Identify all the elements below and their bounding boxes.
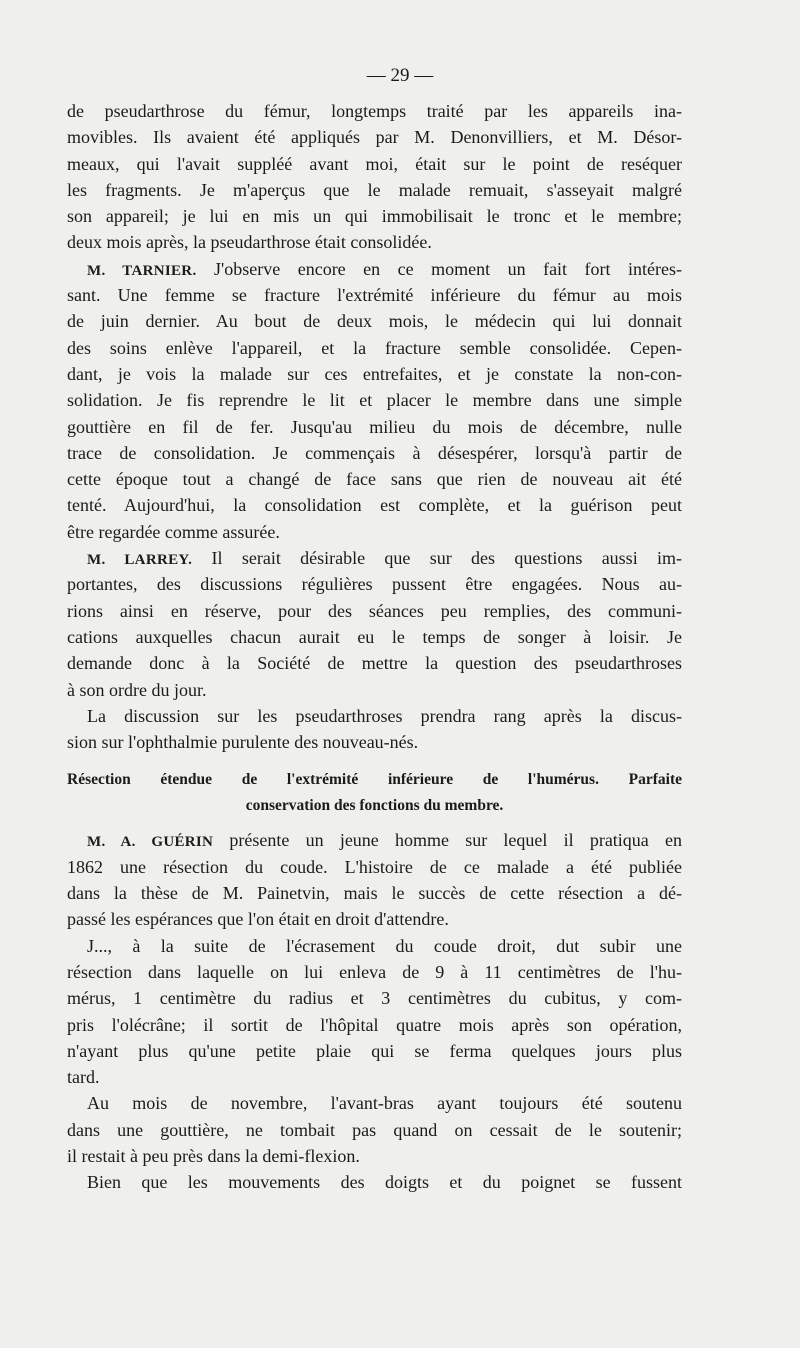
text-line: présente un jeune homme sur lequel il pratiqua en (229, 830, 682, 851)
text-line: rions ainsi en réserve, pour des séances peu remplies, des communi- (67, 600, 682, 621)
text-line: tenté. Aujourd'hui, la consolidation est complète, et la guérison peut (67, 495, 682, 516)
text-line: meaux, qui l'avait suppléé avant moi, était sur le point de reséquer (67, 153, 682, 174)
text-line: de pseudarthrose du fémur, longtemps traité par les appareils ina- (67, 101, 682, 121)
text-line: dans une gouttière, ne tombait pas quand on cessait de le soutenir; (67, 1119, 682, 1140)
text-line: deux mois après, la pseudarthrose était consolidée. (67, 232, 432, 253)
text-line: pris l'olécrâne; il sortit de l'hôpital quatre mois après son opération, (67, 1014, 682, 1035)
text-line: Bien que les mouvements des doigts et du poignet se fussent (87, 1172, 682, 1193)
text-line: passé les espérances que l'on était en droit d'attendre. (67, 909, 449, 930)
page-number: — 29 — (366, 65, 434, 86)
text-line: trace de consolidation. Je commençais à désespérer, lorsqu'à partir de (67, 442, 682, 463)
section-heading: Résection étendue de l'extrémité inférieure de l'humérus. Parfaite (67, 771, 682, 789)
speaker-name: M. LARREY. (87, 552, 193, 569)
text-line: cations auxquelles chacun aurait eu le temps de songer à loisir. Je (67, 626, 682, 647)
text-line: sion sur l'ophthalmie purulente des nouveau-nés. (67, 732, 419, 753)
text-line: dans la thèse de M. Painetvin, mais le succès de cette résection a dé- (67, 883, 682, 904)
text-line: à son ordre du jour. (67, 679, 207, 700)
text-line: movibles. Ils avaient été appliqués par M. Denonvilliers, et M. Désor- (67, 127, 682, 148)
text-line: Il serait désirable que sur des questions aussi im- (211, 548, 683, 569)
text-line: être regardée comme assurée. (67, 521, 280, 542)
text-line: des soins enlève l'appareil, et la fracture semble consolidée. Cepen- (67, 337, 682, 358)
text-line: son appareil; je lui en mis un qui immobilisait le tronc et le membre; (67, 206, 682, 227)
text-line: solidation. Je fis reprendre le lit et placer le membre dans une simple (67, 390, 682, 411)
paragraph-tarnier (67, 256, 682, 282)
section-heading-continued: conservation des fonctions du membre. (245, 797, 504, 815)
text-line: cette époque tout a changé de face sans que rien de nouveau ait été (67, 469, 682, 490)
text-line: les fragments. Je m'aperçus que le malade remuait, s'asseyait malgré (67, 179, 682, 200)
text-line: sant. Une femme se fracture l'extrémité inférieure du fémur au mois (67, 285, 682, 306)
paragraph-guerin (67, 827, 682, 853)
text-line: résection dans laquelle on lui enleva de 9 à 11 centimètres de l'hu- (67, 961, 682, 982)
text-line: gouttière en fil de fer. Jusqu'au milieu du mois de décembre, nulle (67, 416, 682, 437)
page-text (67, 98, 682, 1196)
text-line: n'ayant plus qu'une petite plaie qui se ferma quelques jours plus (67, 1040, 682, 1061)
text-line: J..., à la suite de l'écrasement du coude droit, dut subir une (87, 935, 682, 956)
speaker-name: M. TARNIER. (87, 262, 197, 279)
text-line: La discussion sur les pseudarthroses prendra rang après la discus- (87, 705, 682, 726)
text-line: Au mois de novembre, l'avant-bras ayant toujours été soutenu (87, 1093, 682, 1114)
text-line: dant, je vois la malade sur ces entrefaites, et je constate la non-con- (67, 363, 682, 384)
speaker-name: M. A. GUÉRIN (87, 834, 214, 851)
text-line: tard. (67, 1067, 100, 1088)
text-line: J'observe encore en ce moment un fait fort intéres- (214, 258, 682, 279)
text-line: mérus, 1 centimètre du radius et 3 centimètres du cubitus, y com- (67, 988, 682, 1009)
text-line: de juin dernier. Au bout de deux mois, le médecin qui lui donnait (67, 311, 682, 332)
paragraph-larrey (67, 545, 682, 571)
text-line: demande donc à la Société de mettre la question des pseudarthroses (67, 653, 682, 674)
text-line: il restait à peu près dans la demi-flexion. (67, 1145, 360, 1166)
text-line: 1862 une résection du coude. L'histoire de ce malade a été publiée (67, 856, 682, 877)
text-line: portantes, des discussions régulières pussent être engagées. Nous au- (67, 574, 682, 595)
